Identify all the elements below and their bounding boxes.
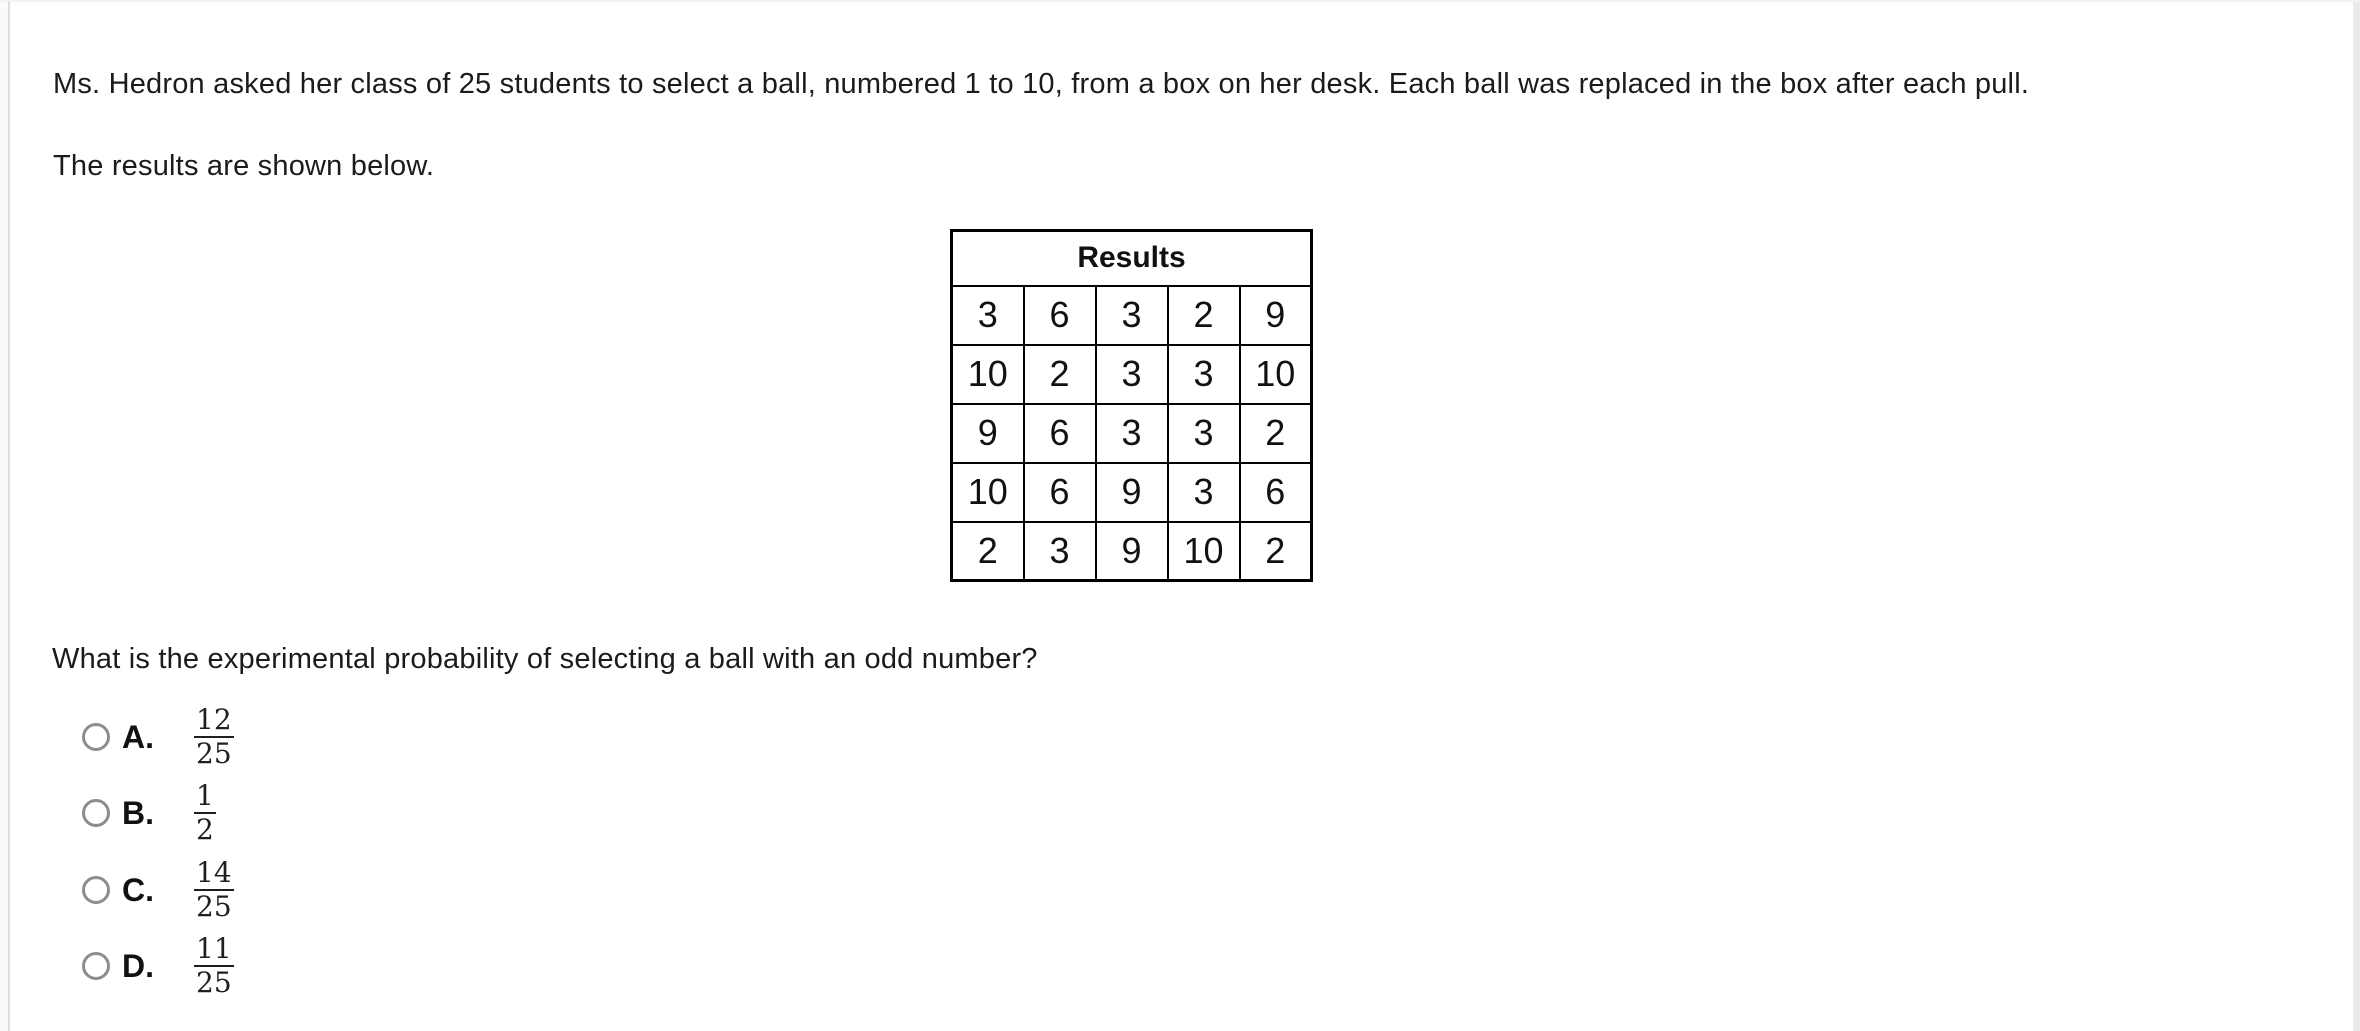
table-cell: 9 — [1096, 463, 1168, 522]
fraction-numerator: 11 — [196, 932, 232, 965]
table-cell: 3 — [1096, 286, 1168, 345]
table-cell: 10 — [1168, 522, 1240, 581]
table-cell: 9 — [952, 404, 1024, 463]
question-intro-line2: The results are shown below. — [53, 150, 435, 182]
option-letter: A. — [122, 718, 154, 755]
question-prompt: What is the experimental probability of selecting a ball with an odd number? — [52, 643, 1038, 675]
table-cell: 6 — [1240, 463, 1312, 522]
question-intro-line1: Ms. Hedron asked her class of 25 students to select a ball, numbered 1 to 10, from a box on her desk. Each ball was replaced in the box after each pull. — [53, 68, 2030, 100]
option-fraction — [194, 781, 216, 845]
table-cell: 2 — [1168, 286, 1240, 345]
table-cell: 9 — [1096, 522, 1168, 581]
table-cell: 6 — [1024, 286, 1096, 345]
answer-option-d[interactable] — [82, 934, 234, 998]
answer-option-a[interactable] — [82, 705, 234, 769]
radio-button-a[interactable] — [82, 723, 110, 751]
fraction-numerator: 12 — [196, 703, 232, 736]
answer-option-b[interactable] — [82, 781, 216, 845]
table-cell: 6 — [1024, 463, 1096, 522]
results-table-title: Results — [952, 231, 1312, 286]
table-cell: 3 — [1024, 522, 1096, 581]
option-letter: C. — [122, 871, 154, 908]
table-cell: 9 — [1240, 286, 1312, 345]
option-letter: D. — [122, 947, 154, 984]
table-cell: 10 — [1240, 345, 1312, 404]
fraction-numerator: 14 — [196, 856, 232, 889]
radio-button-b[interactable] — [82, 799, 110, 827]
table-cell: 3 — [1096, 345, 1168, 404]
fraction-denominator: 25 — [196, 737, 232, 770]
table-cell: 2 — [1240, 404, 1312, 463]
table-cell: 3 — [1168, 404, 1240, 463]
table-cell: 6 — [1024, 404, 1096, 463]
radio-button-d[interactable] — [82, 952, 110, 980]
radio-button-c[interactable] — [82, 876, 110, 904]
fraction-denominator: 25 — [196, 966, 232, 999]
option-fraction — [194, 934, 234, 998]
fraction-denominator: 2 — [196, 813, 214, 846]
fraction-numerator: 1 — [196, 779, 214, 812]
fraction-denominator: 25 — [196, 890, 232, 923]
table-cell: 2 — [1024, 345, 1096, 404]
table-cell: 3 — [1168, 463, 1240, 522]
table-cell: 2 — [1240, 522, 1312, 581]
table-cell: 10 — [952, 463, 1024, 522]
table-cell: 3 — [952, 286, 1024, 345]
option-letter: B. — [122, 794, 154, 831]
table-cell: 3 — [1096, 404, 1168, 463]
table-cell: 3 — [1168, 345, 1240, 404]
option-fraction — [194, 705, 234, 769]
option-fraction — [194, 858, 234, 922]
answer-option-c[interactable] — [82, 858, 234, 922]
table-cell: 2 — [952, 522, 1024, 581]
table-cell: 10 — [952, 345, 1024, 404]
